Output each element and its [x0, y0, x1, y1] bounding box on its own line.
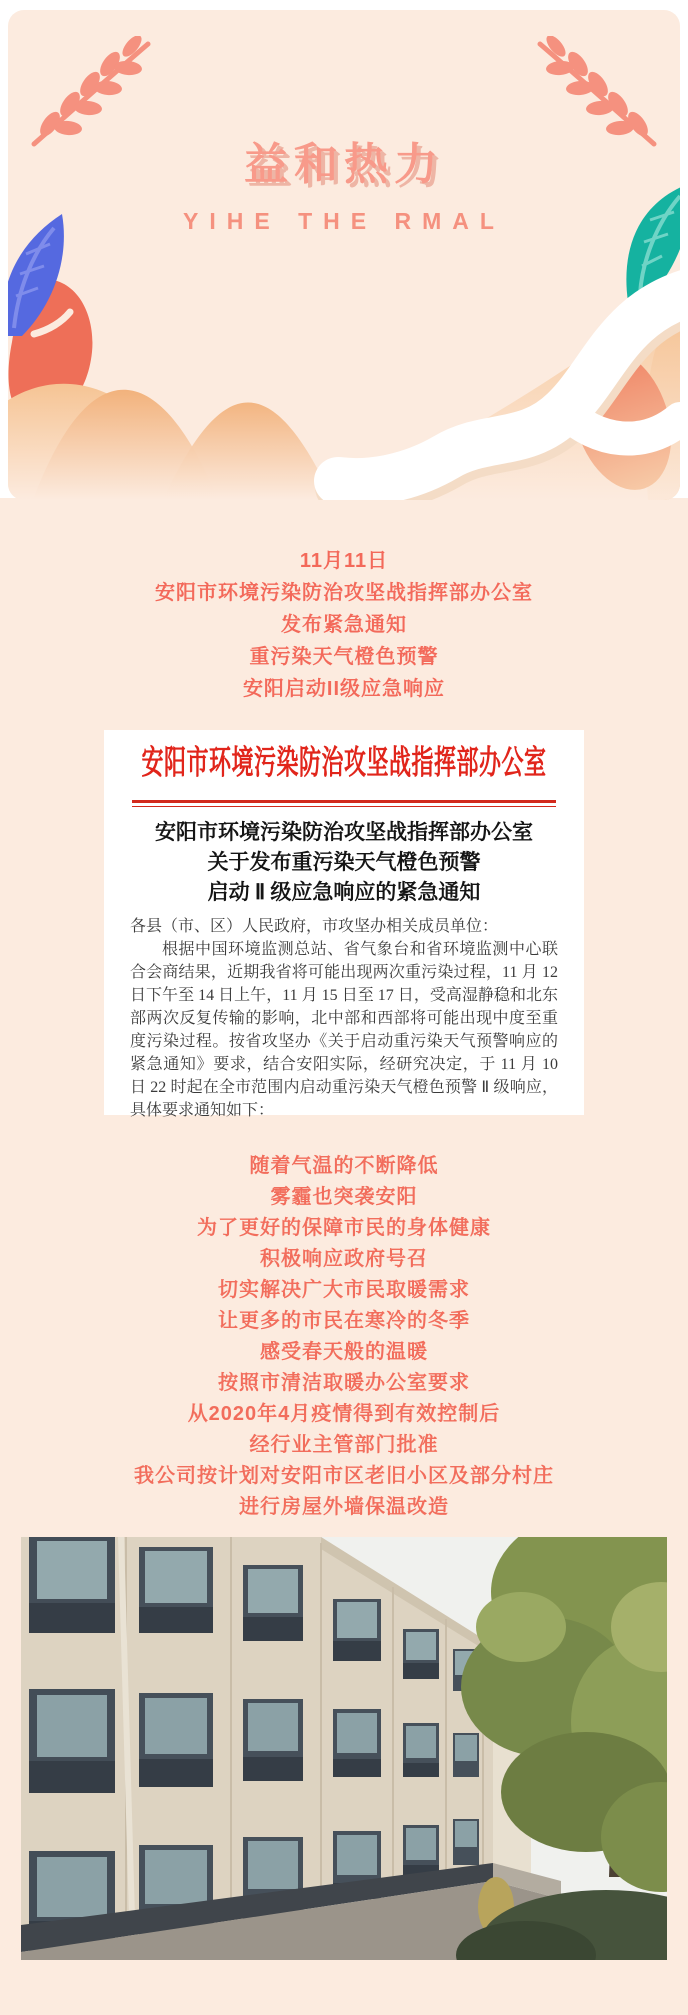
message-line: 积极响应政府号召: [260, 1248, 428, 1270]
message-line: 从2020年4月疫情得到有效控制后: [187, 1403, 501, 1425]
document-heading-line: 关于发布重污染天气橙色预警: [207, 850, 481, 874]
message-line: 随着气温的不断降低: [249, 1155, 439, 1177]
message-line: 我公司按计划对安阳市区老旧小区及部分村庄: [134, 1465, 554, 1487]
message-line: 经行业主管部门批准: [249, 1434, 439, 1456]
message-line: 雾霾也突袭安阳: [270, 1186, 418, 1208]
hills-decoration: [8, 235, 680, 500]
brand-subtitle: YIHE THE RMAL: [183, 208, 505, 234]
document-salutation: 各县（市、区）人民政府，市攻坚办相关成员单位：: [130, 918, 499, 935]
intro-lines: [0, 551, 688, 711]
message-line: 进行房屋外墙保温改造: [239, 1496, 449, 1518]
document-heading-line: 启动 Ⅱ 级应急响应的紧急通知: [207, 880, 481, 904]
message-line: 为了更好的保障市民的身体健康: [197, 1217, 491, 1239]
intro-line: 11月11日: [299, 550, 389, 572]
message-line: 感受春天般的温暖: [260, 1341, 428, 1363]
header-banner: [8, 10, 680, 500]
message-lines: [0, 1156, 688, 1528]
message-line: 切实解决广大市民取暖需求: [218, 1279, 470, 1301]
building-photo-graphic: [21, 1537, 667, 1960]
document-red-header: 安阳市环境污染防治攻坚战指挥部办公室: [141, 743, 547, 781]
intro-line: 安阳启动II级应急响应: [242, 678, 446, 700]
intro-line: 安阳市环境污染防治攻坚战指挥部办公室: [155, 582, 533, 604]
red-divider: [132, 800, 556, 807]
document-heading-line: 安阳市环境污染防治攻坚战指挥部办公室: [155, 820, 533, 844]
document-body: 根据中国环境监测总站、省气象台和省环境监测中心联合会商结果，近期我省将可能出现两次重污染过程，11 月 12 日下午至 14 日上午，11 月 15 日至 17 日，受高湿静稳和北东部两次反复传输的影响，北中部和西部将可能出现中度至重度污染过程。按省攻坚办《关于启动重污染天气预警响应的紧急通知》要求，结合安阳实际，经研究决定，于 11 月 10 日 22 时起在全市范围内启动重污染天气橙色预警 Ⅱ 级响应，具体要求通知如下：: [130, 941, 558, 1119]
document-heading: [130, 817, 558, 907]
message-line: 让更多的市民在寒冷的冬季: [218, 1310, 470, 1332]
intro-line: 发布紧急通知: [281, 614, 407, 636]
message-line: 按照市清洁取暖办公室要求: [218, 1372, 470, 1394]
official-notice-card: [104, 730, 584, 1119]
building-photo[interactable]: [21, 1537, 667, 1960]
intro-line: 重污染天气橙色预警: [249, 646, 439, 668]
brand-title: 益和热力: [244, 140, 444, 189]
